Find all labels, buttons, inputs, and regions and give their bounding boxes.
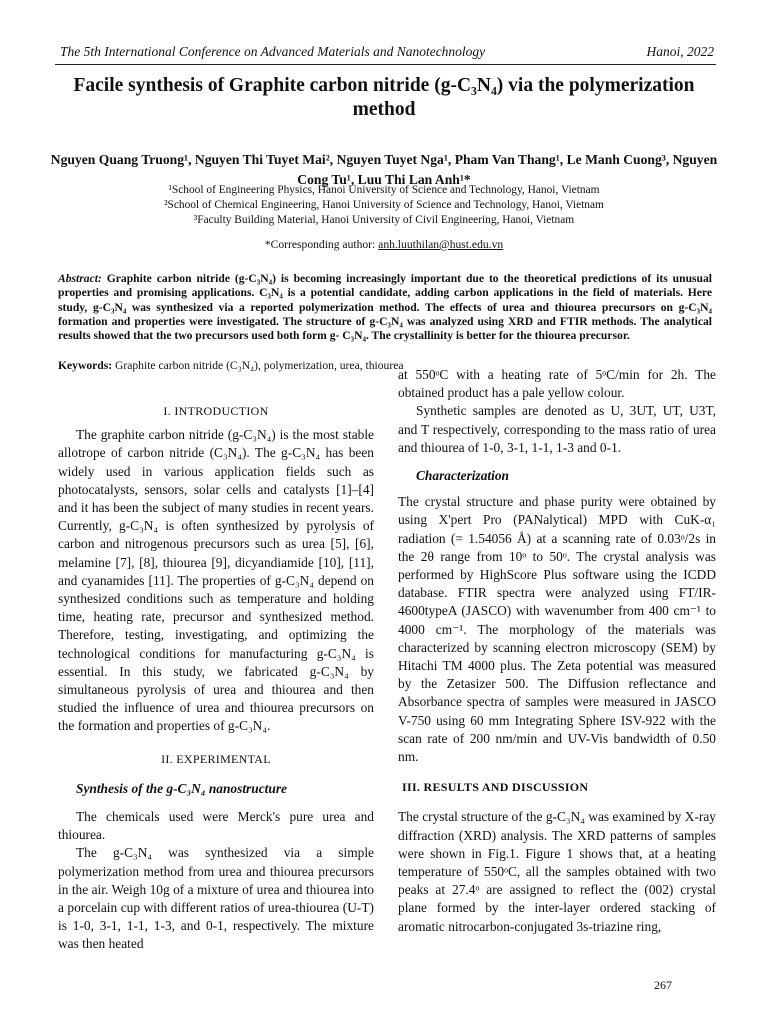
characterization-paragraph: The crystal structure and phase purity were obtained by using X'pert Pro (PANalytical) MPD with CuK-α₁ radiation (= 1.54056 Å) at a scanning rate of 0.03ᵒ/2s in the 2θ range from 10ᵒ to 50ᵒ. The crystal analysis was performed by HighScore Plus software using the ICDD database. FTIR spectra were analyzed using FT/IR-4600typeA (JASCO) with wavenumber from 400 cm⁻¹ to 4000 cm⁻¹. The morphology of the materials was characterized by scanning electron microscopy (SEM) by Hitachi TM 4000 plus. The Zeta potential was measured by the Zetasizer 500. The Diffusion reflectance and Absorbance spectra of samples were measured in JASCO V-750 using 60 mm Integrating Sphere ISV-922 with the scan rate of 200 nm/min and UV-Vis bandwidth of 0.50 nm. xyxy=(398,494,716,765)
sample-naming-paragraph: Synthetic samples are denoted as U, 3UT, UT, U3T, and T respectively, corresponding to the mass ratio of urea and thiourea of 1-0, 3-1, 1-1, 1-3 and 0-1. xyxy=(398,403,716,455)
chemicals-paragraph: The chemicals used were Merck's pure urea and thiourea. xyxy=(58,809,374,843)
page-number: 267 xyxy=(654,978,672,992)
synthesis-subheading: Synthesis of the g-C₃N₄ nanostructure xyxy=(76,780,287,796)
abstract xyxy=(58,272,712,343)
running-header xyxy=(60,44,714,60)
corresponding-author xyxy=(60,238,708,251)
corresponding-email-link[interactable]: anh.luuthilan@hust.edu.vn xyxy=(378,238,504,251)
header-rule xyxy=(55,64,716,65)
right-column xyxy=(398,366,716,936)
introduction-heading: I. INTRODUCTION xyxy=(163,404,269,418)
affiliation-1: ¹School of Engineering Physics, Hanoi University of Science and Technology, Hanoi, Vietnam xyxy=(168,184,600,196)
introduction-paragraph: The graphite carbon nitride (g-C₃N₄) is the most stable allotrope of carbon nitride (C₃N₄). The g-C₃N₄ has been widely used in various application fields such as photocatalysts, sensors, solar cells and catalysts [1]–[4] and it has been the subject of many studies in recent years. Currently, g-C₃N₄ is often synthesized by pyrolysis of carbon and nitrogenous precursors such as urea [5], [6], melamine [7], [8], thiourea [9], dicyandiamide [10], [11], and cyanamides [11]. The properties of g-C₃N₄ depend on synthesized conditions such as temperature and holding time, heating rate, precursor and synthesized method. Therefore, testing, investigating, and optimizing the technological conditions for manufacturing g-C₃N₄ is essential. In this study, we fabricated g-C₃N₄ by simultaneous pyrolysis of urea and thiourea and then studied the influence of urea and thiourea precursors on the formation and properties of g-C₃N₄. xyxy=(58,427,374,734)
keywords-text: Graphite carbon nitride (C₃N₄), polymerization, urea, thiourea xyxy=(112,359,404,372)
synthesis-paragraph: The g-C₃N₄ was synthesized via a simple polymerization method from urea and thiourea precursors in the air. Weigh 10g of a mixture of urea and thiourea into a porcelain cup with different ratios of urea-thiourea (U-T) is 1-0, 3-1, 1-1, 1-3, and 0-1, respectively. The mixture was then heated xyxy=(58,845,374,952)
paper-title: Facile synthesis of Graphite carbon nitride (g-C₃N₄) via the polymerization method xyxy=(73,75,695,120)
affiliation-2: ²School of Chemical Engineering, Hanoi University of Science and Technology, Hanoi, Vietnam xyxy=(164,199,604,211)
synthesis-paragraph-continued: at 550ᵒC with a heating rate of 5ᵒC/min for 2h. The obtained product has a pale yellow colour. xyxy=(398,367,716,401)
keywords-label: Keywords: xyxy=(58,359,113,372)
results-heading: III. RESULTS AND DISCUSSION xyxy=(402,780,589,795)
results-paragraph: The crystal structure of the g-C₃N₄ was examined by X-ray diffraction (XRD) analysis. The XRD patterns of samples were shown in Fig.1. Figure 1 shows that, at a heating temperature of 550ᵒC, all the samples obtained with two peaks at 27.4ᵒ are assigned to reflect the (002) crystal plane formed by the inter-layer ordered stacking of aromatic nitrocarbon-conjugated 3s-triazine ring, xyxy=(398,809,716,934)
author-list: Nguyen Quang Truong¹, Nguyen Thi Tuyet Mai², Nguyen Tuyet Nga¹, Pham Van Thang¹, Le Manh Cuong³, Nguyen Cong Tu¹, Luu Thi Lan Anh¹* xyxy=(50,152,718,187)
experimental-heading: II. EXPERIMENTAL xyxy=(161,751,271,766)
corresponding-label: *Corresponding author: xyxy=(264,238,379,251)
left-column xyxy=(58,366,374,954)
abstract-label: Abstract: xyxy=(58,272,102,285)
characterization-subheading: Characterization xyxy=(416,468,510,484)
conference-name: The 5th International Conference on Advanced Materials and Nanotechnology xyxy=(60,44,486,59)
conference-location: Hanoi, 2022 xyxy=(646,44,714,59)
affiliation-3: ³Faculty Building Material, Hanoi University of Civil Engineering, Hanoi, Vietnam xyxy=(193,214,575,226)
abstract-text: Graphite carbon nitride (g-C₃N₄) is becoming increasingly important due to the theoretical predictions of its unusual properties and promising applications. C₃N₄ is a potential candidate, adding carbon applications in the field of materials. Here study, g-C₃N₄ was synthesized via a reported polymerization method. The effects of urea and thiourea precursors on g-C₃N₄ formation and properties were investigated. The structure of g-C₃N₄ was analyzed using XRD and FTIR methods. The analytical results showed that the two precursors used both form g- C₃N₄. The crystallinity is better for the thiourea precursor. xyxy=(58,272,712,343)
